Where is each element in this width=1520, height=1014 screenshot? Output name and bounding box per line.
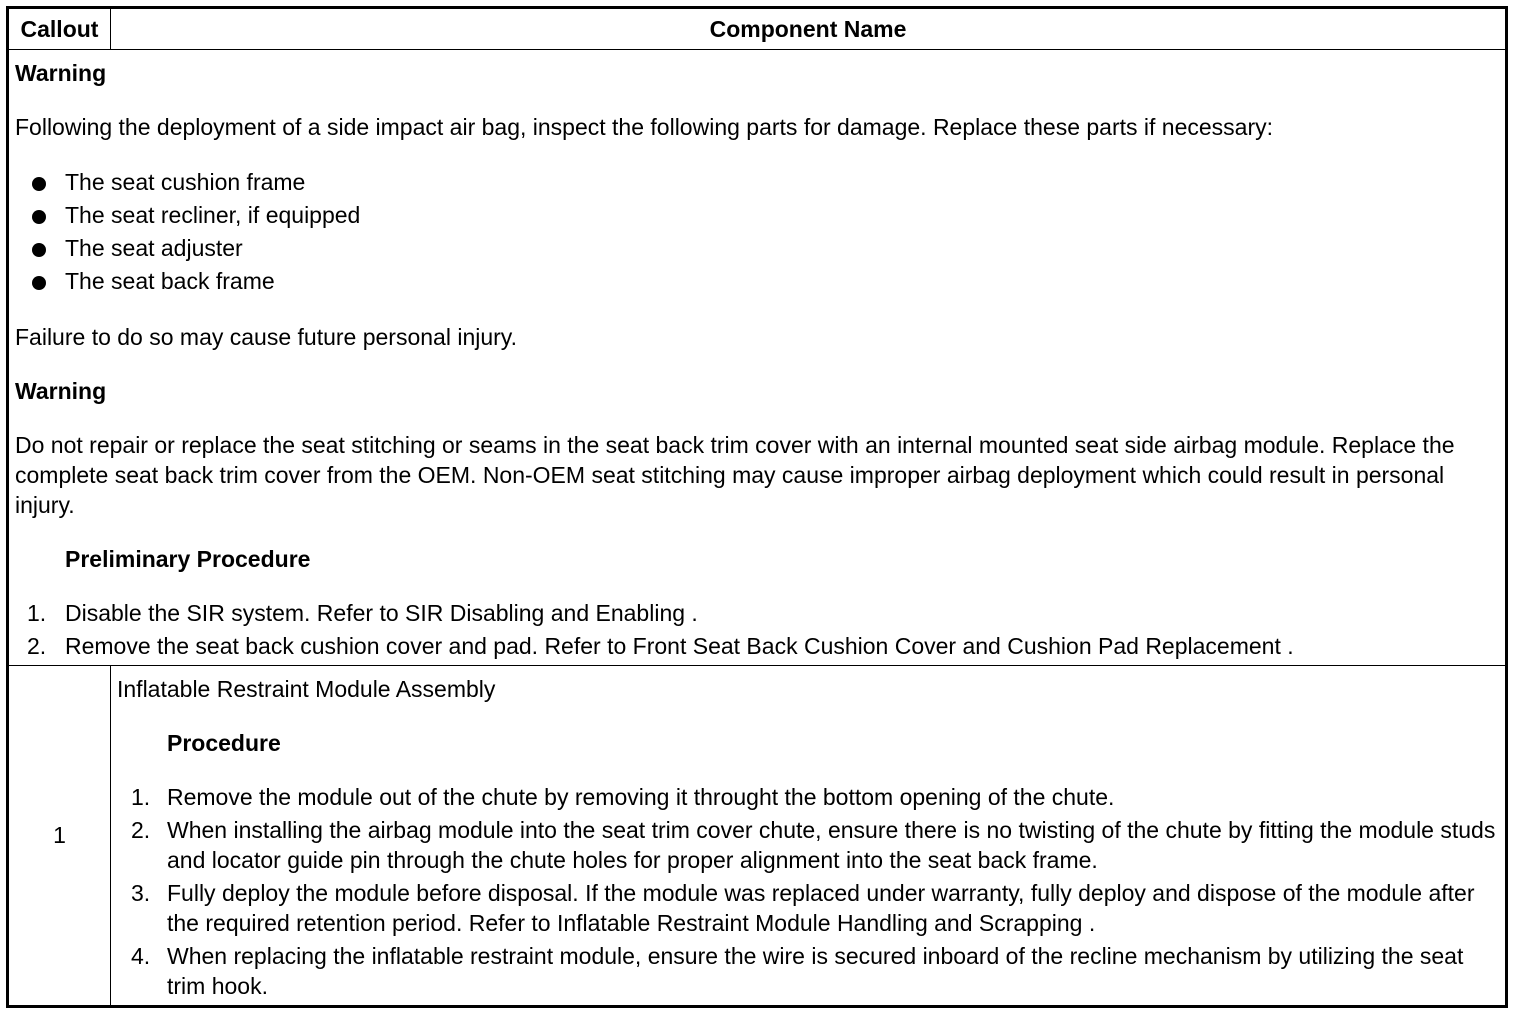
list-item: The seat cushion frame <box>15 166 1499 199</box>
warning-title: Warning <box>15 378 107 404</box>
preliminary-procedure-title: Preliminary Procedure <box>65 546 311 572</box>
notes-cell <box>8 50 1507 666</box>
step-text: Remove the seat back cushion cover and pad. Refer to Front Seat Back Cushion Cover and Cushion Pad Replacement . <box>65 633 1294 659</box>
list-item: 1. Disable the SIR system. Refer to SIR Disabling and Enabling . <box>27 600 698 626</box>
list-item: 1. Remove the module out of the chute by removing it throught the bottom opening of the chute. <box>131 784 1115 811</box>
list-item: The seat adjuster <box>15 232 1499 265</box>
procedure-title: Procedure <box>167 730 281 757</box>
list-item: The seat back frame <box>15 265 1499 298</box>
list-item: 4. When replacing the inflatable restraint module, ensure the wire is secured inboard of the recline mechanism by utilizing the seat trim hook. <box>131 943 1464 1000</box>
service-table <box>6 6 1508 1008</box>
list-item: 2. Remove the seat back cushion cover and pad. Refer to Front Seat Back Cushion Cover and Cushion Pad Replacement . <box>27 633 1294 659</box>
list-item: 2. When installing the airbag module into the seat trim cover chute, ensure there is no twisting of the chute by fitting the module studs and locator guide pin through the chute holes for proper alignment into the seat back frame. <box>131 817 1496 874</box>
table-row <box>8 666 1507 1007</box>
procedure-steps <box>117 782 1499 1001</box>
preliminary-steps <box>15 598 1499 661</box>
warning-title: Warning <box>15 60 107 86</box>
warning-outro: Failure to do so may cause future personal injury. <box>15 324 517 350</box>
notes-row <box>8 50 1507 666</box>
header-row <box>8 8 1507 50</box>
warning-text: Do not repair or replace the seat stitching or seams in the seat back trim cover with an internal mounted seat side airbag module. Replace the complete seat back trim cover from the OEM. Non-OEM seat stitching may cause improper airbag deployment which could result in personal injury. <box>15 432 1455 518</box>
warning-intro: Following the deployment of a side impact air bag, inspect the following parts for damage. Replace these parts if necessary: <box>15 114 1274 140</box>
inspection-list <box>15 166 1499 298</box>
step-text: When replacing the inflatable restraint module, ensure the wire is secured inboard of the recline mechanism by utilizing the seat trim hook. <box>167 943 1464 1000</box>
callout-cell: 1 <box>8 666 111 1007</box>
step-text: Disable the SIR system. Refer to SIR Disabling and Enabling . <box>65 600 698 626</box>
step-text: Remove the module out of the chute by removing it throught the bottom opening of the chute. <box>167 784 1115 811</box>
list-item: The seat recliner, if equipped <box>15 199 1499 232</box>
callout-header: Callout <box>8 8 111 50</box>
step-text: When installing the airbag module into the seat trim cover chute, ensure there is no twisting of the chute by fitting the module studs and locator guide pin through the chute holes for proper alignment into the seat back frame. <box>167 817 1496 874</box>
list-item: 3. Fully deploy the module before disposal. If the module was replaced under warranty, fully deploy and dispose of the module after the required retention period. Refer to Inflatable Restraint Module Handling and Scrapping . <box>131 880 1475 937</box>
component-name-header: Component Name <box>111 8 1507 50</box>
step-text: Fully deploy the module before disposal. If the module was replaced under warranty, fully deploy and dispose of the module after the required retention period. Refer to Inflatable Restraint Module Handling and Scrapping . <box>167 880 1475 937</box>
component-cell <box>111 666 1507 1007</box>
component-name: Inflatable Restraint Module Assembly <box>117 676 496 703</box>
